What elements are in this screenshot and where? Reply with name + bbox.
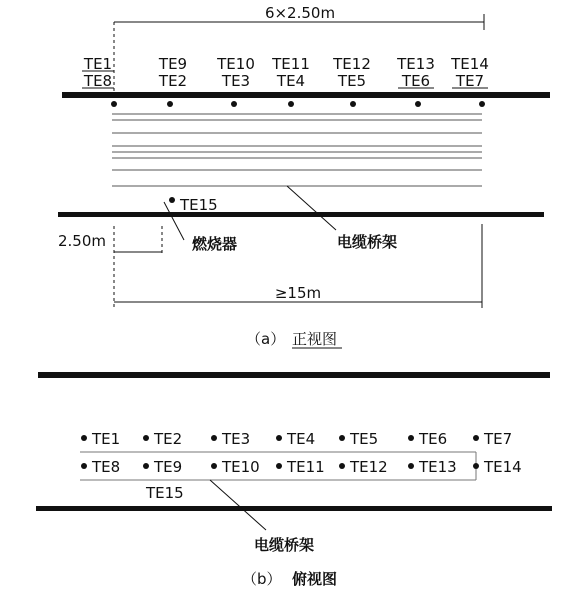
front-view	[58, 4, 550, 348]
sensor-label: TE10	[222, 458, 260, 476]
sensor-label: TE3	[222, 430, 251, 448]
sensor-dot	[211, 463, 217, 469]
sensor-pair	[332, 55, 371, 107]
dim-left-label: 2.50m	[58, 232, 107, 250]
sensor-dot	[339, 463, 345, 469]
sensor-upper-label: TE12	[333, 55, 371, 73]
sensor-label: TE11	[287, 458, 325, 476]
sensor-upper-label: TE1	[83, 55, 113, 73]
dim-top-label: 6×2.50m	[264, 4, 336, 22]
sensor-dot	[288, 101, 294, 107]
sensor-dot	[143, 463, 149, 469]
sensor-label: TE1	[92, 430, 121, 448]
top-view	[36, 372, 552, 588]
sensor-dot	[339, 435, 345, 441]
sensor-dot	[167, 101, 173, 107]
burner-sensor-label-top: TE15	[146, 484, 184, 502]
sensor-dot	[276, 463, 282, 469]
sensor-label: TE6	[419, 430, 448, 448]
sensor-lower-label: TE8	[83, 72, 113, 90]
sensor-label-group	[82, 55, 489, 107]
upper-support-beam	[62, 92, 550, 98]
sensor-lower-label: TE2	[158, 72, 188, 90]
sensor-dot	[479, 101, 485, 107]
sensor-lower-label: TE4	[276, 72, 306, 90]
sensor-label: TE14	[484, 458, 522, 476]
caption-a-text: 正视图	[292, 330, 338, 348]
sensor-label: TE9	[154, 458, 183, 476]
sensor-dot	[111, 101, 117, 107]
sensor-lower-label: TE6	[401, 72, 431, 90]
lower-floor-beam	[58, 212, 544, 217]
caption-b-prefix: （b）	[242, 570, 282, 588]
sensor-dot	[143, 435, 149, 441]
sensor-upper-label: TE14	[451, 55, 489, 73]
sensor-lower-label: TE3	[221, 72, 251, 90]
sensor-label: TE5	[350, 430, 379, 448]
sensor-upper-label: TE13	[397, 55, 435, 73]
tray-label-top: 电缆桥架	[254, 536, 315, 554]
sensor-row-2	[81, 458, 522, 476]
sensor-label: TE12	[350, 458, 388, 476]
tray-leader-line	[287, 186, 336, 230]
tray-leader-line-top	[210, 480, 266, 530]
sensor-label: TE4	[287, 430, 316, 448]
sensor-label: TE8	[92, 458, 121, 476]
sensor-dot	[408, 435, 414, 441]
burner-sensor-dot	[169, 197, 175, 203]
sensor-lower-label: TE7	[455, 72, 485, 90]
caption-a-prefix: （a）	[246, 330, 286, 348]
sensor-dot	[408, 463, 414, 469]
sensor-upper-label: TE11	[272, 55, 310, 73]
sensor-pair	[82, 55, 117, 107]
cable-tray-front	[112, 114, 482, 186]
burner-label: 燃烧器	[192, 235, 238, 253]
sensor-dot	[350, 101, 356, 107]
top-view-upper-beam	[38, 372, 550, 378]
sensor-dot	[473, 435, 479, 441]
left-dimension	[114, 226, 162, 256]
caption-b-text: 俯视图	[292, 570, 338, 588]
sensor-pair	[271, 55, 310, 107]
sensor-pair	[158, 55, 187, 107]
sensor-row-1	[81, 430, 512, 448]
sensor-dot	[231, 101, 237, 107]
dim-bottom-label: ≥15m	[274, 284, 322, 302]
sensor-pair	[396, 55, 435, 107]
sensor-lower-label: TE5	[337, 72, 367, 90]
sensor-label: TE7	[484, 430, 513, 448]
sensor-dot	[276, 435, 282, 441]
sensor-pair	[216, 55, 255, 107]
sensor-dot	[81, 463, 87, 469]
sensor-pair	[450, 55, 489, 107]
sensor-label: TE2	[154, 430, 183, 448]
sensor-dot	[473, 463, 479, 469]
sensor-upper-label: TE9	[158, 55, 188, 73]
sensor-dot	[81, 435, 87, 441]
sensor-dot	[415, 101, 421, 107]
sensor-upper-label: TE10	[217, 55, 255, 73]
tray-label-front: 电缆桥架	[337, 233, 398, 251]
burner-sensor-label: TE15	[180, 196, 218, 214]
sensor-dot	[211, 435, 217, 441]
sensor-label: TE13	[419, 458, 457, 476]
top-view-lower-beam	[36, 506, 552, 511]
